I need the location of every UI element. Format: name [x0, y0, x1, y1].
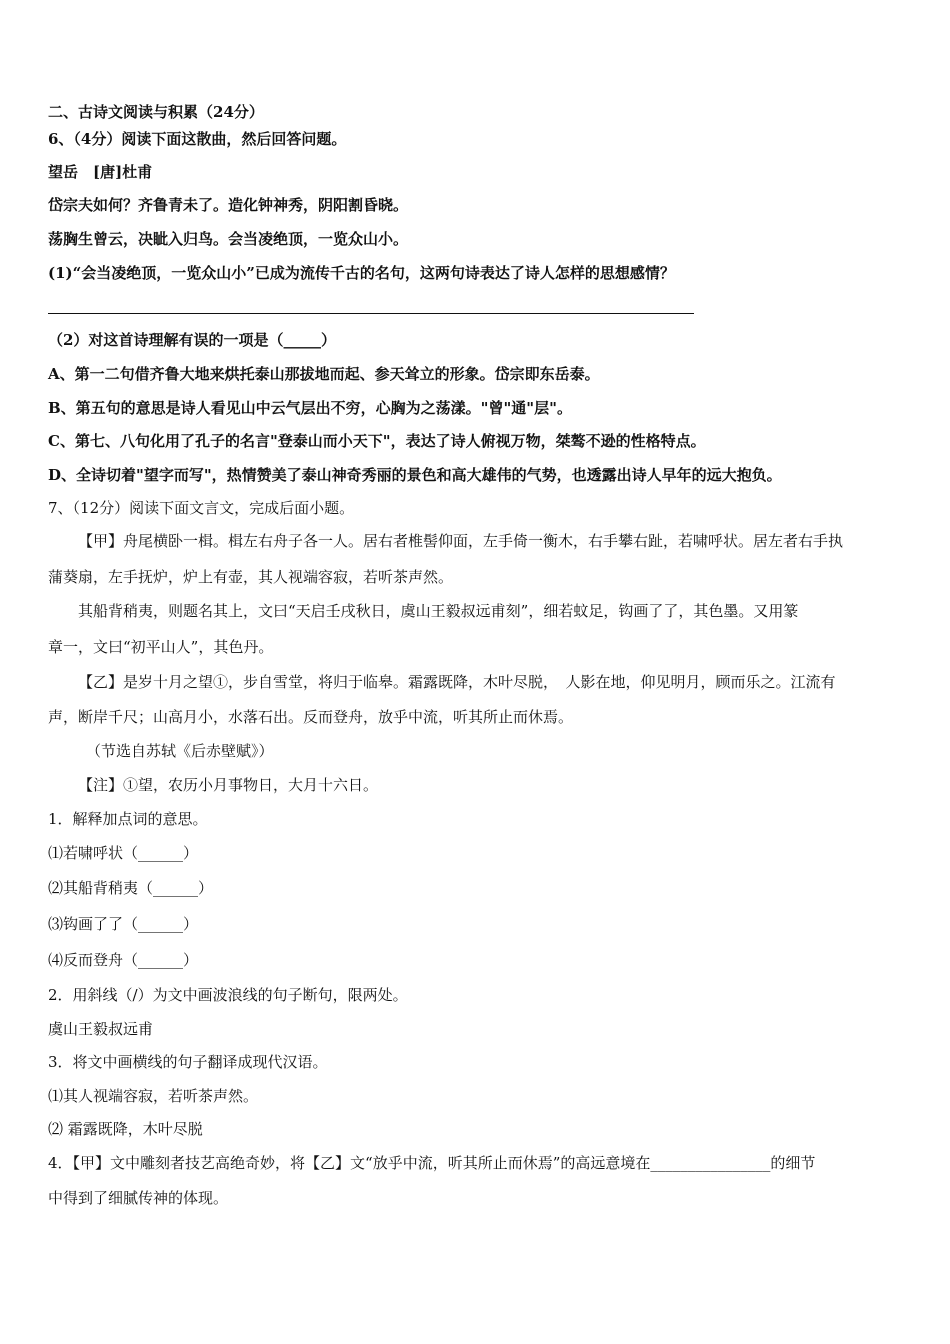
jia-para2-line1: 其船背稍夷，则题名其上，文曰“天启壬戌秋日，虞山王毅叔远甫刻”，细若蚊足，钩画了了，其色墨。又用篆 [78, 602, 799, 620]
q6-sub1: (1)“会当凌绝顶，一览众山小”已成为流传千古的名句，这两句诗表达了诗人怎样的思想感情？ [48, 264, 675, 282]
subq2: 2．用斜线（/）为文中画波浪线的句子断句，限两处。 [48, 986, 408, 1004]
q7-prompt: 7、（12分）阅读下面文言文，完成后面小题。 [48, 499, 355, 517]
poem-line-2: 荡胸生曾云，决眦入归鸟。会当凌绝顶，一览众山小。 [48, 230, 409, 248]
poem-title: 望岳 [唐]杜甫 [48, 163, 153, 181]
subq3-b: ⑵ 霜露既降，木叶尽脱 [48, 1120, 203, 1138]
source-citation: （节选自苏轼《后赤壁赋》） [86, 742, 274, 760]
poem-line-1: 岱宗夫如何？齐鲁青未了。造化钟神秀，阴阳割昏晓。 [48, 196, 409, 214]
subq1-a: ⑴若啸呼状（______） [48, 844, 199, 862]
option-c: C、第七、八句化用了孔子的名言"登泰山而小天下"，表达了诗人俯视万物，桀骜不逊的性格特点。 [48, 432, 706, 450]
option-a: A、第一二句借齐鲁大地来烘托泰山那拔地而起、参天耸立的形象。岱宗即东岳泰。 [48, 365, 600, 383]
jia-para1-line2: 蒲葵扇，左手抚炉，炉上有壶，其人视端容寂，若听茶声然。 [48, 568, 454, 586]
q6-prompt: 6、（4分）阅读下面这散曲，然后回答问题。 [48, 130, 347, 148]
yi-line2: 声，断岸千尺；山高月小，水落石出。反而登舟，放乎中流，听其所止而休焉。 [48, 708, 574, 726]
subq4-line1: 4．【甲】文中雕刻者技艺高绝奇妙，将【乙】文“放乎中流，听其所止而休焉”的高远意境在________________的细节 [48, 1154, 816, 1172]
subq1: 1．解释加点词的意思。 [48, 810, 208, 828]
subq4-line2: 中得到了细腻传神的体现。 [48, 1189, 229, 1207]
yi-line1: 【乙】是岁十月之望①，步自雪堂，将归于临皋。霜露既降，木叶尽脱， 人影在地，仰见明月，顾而乐之。江流有 [78, 673, 836, 691]
subq1-c: ⑶钩画了了（______） [48, 915, 199, 933]
subq1-d: ⑷反而登舟（______） [48, 951, 199, 969]
option-d: D、全诗切着"望字而写"，热情赞美了泰山神奇秀丽的景色和高大雄伟的气势，也透露出诗人早年的远大抱负。 [48, 466, 782, 484]
option-b: B、第五句的意思是诗人看见山中云气层出不穷，心胸为之荡漾。"曾"通"层"。 [48, 399, 572, 417]
subq3: 3．将文中画横线的句子翻译成现代汉语。 [48, 1053, 328, 1071]
answer-line[interactable] [48, 313, 694, 314]
jia-para1-line1: 【甲】舟尾横卧一楫。楫左右舟子各一人。居右者椎髻仰面，左手倚一衡木，右手攀右趾，若啸呼状。居左者右手执 [78, 532, 844, 550]
q6-sub2: （2）对这首诗理解有误的一项是（_____） [48, 331, 336, 349]
subq2-text: 虞山王毅叔远甫 [48, 1020, 154, 1038]
subq3-a: ⑴其人视端容寂，若听茶声然。 [48, 1087, 259, 1105]
section-heading: 二、古诗文阅读与积累（24分） [48, 103, 264, 121]
jia-para2-line2: 章一，文曰“初平山人”，其色丹。 [48, 638, 274, 656]
footnote: 【注】①望，农历小月事物日，大月十六日。 [78, 776, 379, 794]
subq1-b: ⑵其船背稍夷（______） [48, 879, 214, 897]
